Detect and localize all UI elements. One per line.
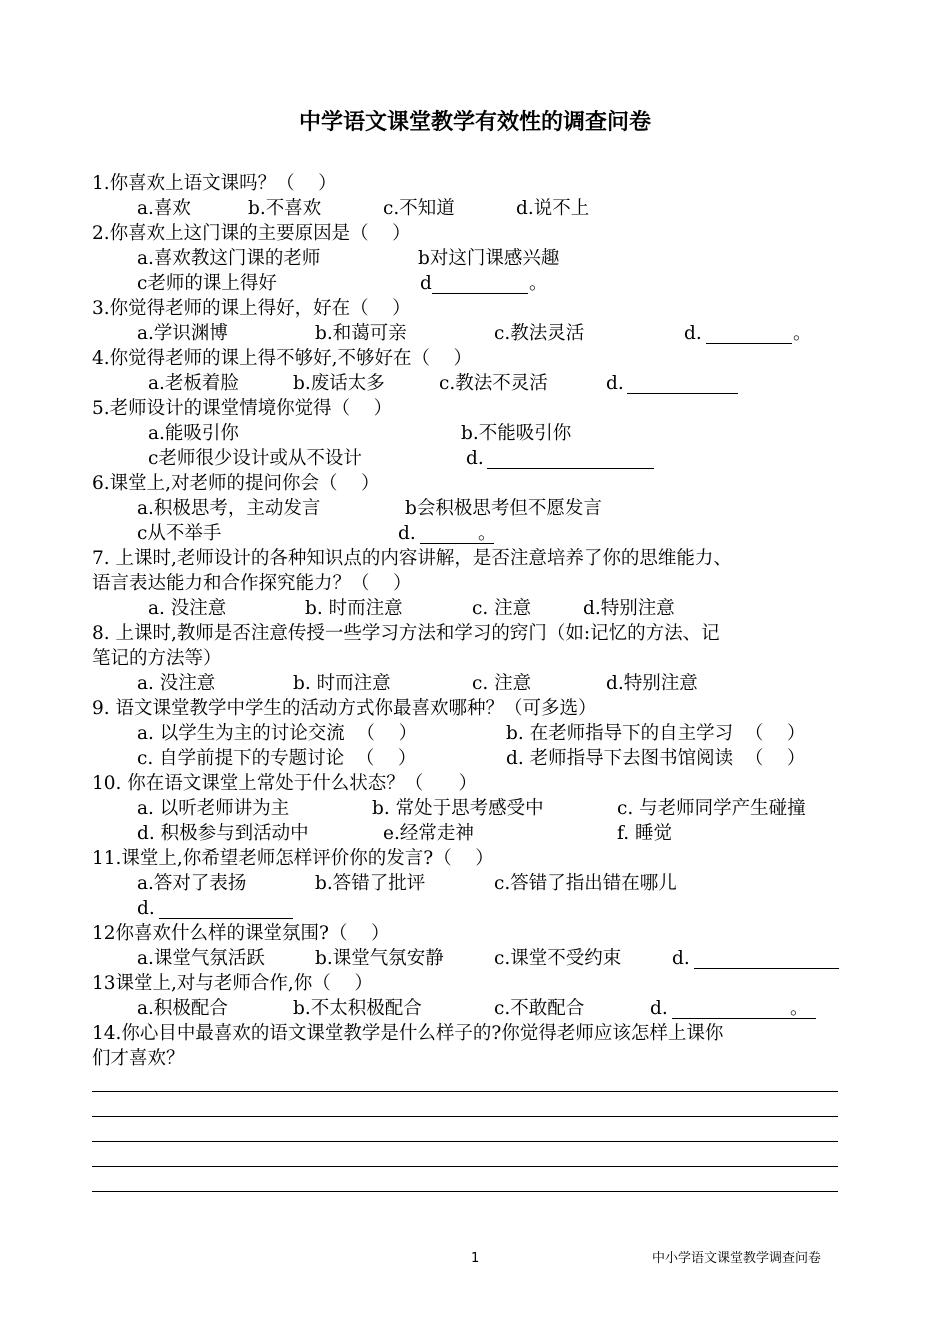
q4-option-d: d. xyxy=(606,373,624,394)
q5-option-d: d. xyxy=(466,448,484,469)
q6-blank-period: 。 xyxy=(478,523,497,544)
q12-option-c: c.课堂不受约束 xyxy=(494,948,622,969)
q5-option-b: b.不能吸引你 xyxy=(461,423,572,444)
q13-option-c: c.不敢配合 xyxy=(494,998,585,1019)
q3-option-b: b.和蔼可亲 xyxy=(315,323,407,344)
q8-option-d: d.特别注意 xyxy=(606,673,698,694)
q10-option-e: e.经常走神 xyxy=(383,823,474,844)
q9-option-c: c. 自学前提下的专题讨论 （ ） xyxy=(137,748,417,769)
q7-option-c: c. 注意 xyxy=(472,598,532,619)
q9-option-d: d. 老师指导下去图书馆阅读 （ ） xyxy=(506,748,806,769)
q5-option-a: a.能吸引你 xyxy=(148,423,239,444)
q5-answer-blank[interactable] xyxy=(487,468,654,469)
q9-option-b: b. 在老师指导下的自主学习 （ ） xyxy=(506,723,806,744)
answer-line-5[interactable] xyxy=(92,1191,838,1192)
question-10: 10. 你在语文课堂上常处于什么状态？（ ） xyxy=(92,773,478,794)
q6-option-b: b会积极思考但不愿发言 xyxy=(405,498,602,519)
document-title: 中学语文课堂教学有效性的调查问卷 xyxy=(298,110,651,135)
q2-option-b: b对这门课感兴趣 xyxy=(418,248,560,269)
q8-option-b: b. 时而注意 xyxy=(293,673,391,694)
q11-option-d: d. xyxy=(137,898,155,919)
answer-line-1[interactable] xyxy=(92,1091,838,1092)
q12-option-d: d. xyxy=(672,948,690,969)
question-11: 11.课堂上,你希望老师怎样评价你的发言?（ ） xyxy=(92,848,494,869)
q7-option-d: d.特别注意 xyxy=(583,598,675,619)
q12-option-a: a.课堂气氛活跃 xyxy=(137,948,265,969)
q1-option-d: d.说不上 xyxy=(516,198,590,219)
q6-option-a: a.积极思考，主动发言 xyxy=(137,498,321,519)
question-9: 9. 语文课堂教学中学生的活动方式你最喜欢哪种？（可多选） xyxy=(92,698,597,719)
question-4: 4.你觉得老师的课上得不够好,不够好在（ ） xyxy=(92,348,473,369)
question-8-line-1: 8. 上课时,教师是否注意传授一些学习方法和学习的窍门（如:记忆的方法、记 xyxy=(92,623,720,644)
q12-answer-blank[interactable] xyxy=(694,968,839,969)
q7-option-a: a. 没注意 xyxy=(148,598,227,619)
q11-answer-blank[interactable] xyxy=(159,918,293,919)
q3-option-c: c.教法灵活 xyxy=(494,323,585,344)
q13-option-d: d. xyxy=(650,998,668,1019)
question-14-line-1: 14.你心目中最喜欢的语文课堂教学是什么样子的?你觉得老师应该怎样上课你 xyxy=(92,1023,724,1044)
q1-option-c: c.不知道 xyxy=(383,198,455,219)
answer-line-2[interactable] xyxy=(92,1116,838,1117)
q11-option-c: c.答错了指出错在哪儿 xyxy=(494,873,677,894)
q8-option-c: c. 注意 xyxy=(472,673,532,694)
q10-option-a: a. 以听老师讲为主 xyxy=(137,798,290,819)
question-14-line-2: 们才喜欢？ xyxy=(92,1048,185,1069)
q9-option-a: a. 以学生为主的讨论交流 （ ） xyxy=(137,723,418,744)
q10-option-f: f. 睡觉 xyxy=(617,823,672,844)
q8-option-a: a. 没注意 xyxy=(137,673,216,694)
q3-blank-period: 。 xyxy=(793,323,812,344)
question-7-line-2: 语言表达能力和合作探究能力？（ ） xyxy=(92,573,412,594)
q12-option-b: b.课堂气氛安静 xyxy=(315,948,444,969)
question-1: 1.你喜欢上语文课吗？（ ） xyxy=(92,173,337,194)
q6-option-d: d. xyxy=(398,523,416,544)
q3-option-a: a.学识渊博 xyxy=(137,323,228,344)
q11-option-b: b.答错了批评 xyxy=(315,873,426,894)
question-2: 2.你喜欢上这门课的主要原因是（ ） xyxy=(92,223,411,244)
q4-option-c: c.教法不灵活 xyxy=(439,373,548,394)
question-7-line-1: 7. 上课时,老师设计的各种知识点的内容讲解，是否注意培养了你的思维能力、 xyxy=(92,548,732,569)
q13-option-b: b.不太积极配合 xyxy=(293,998,422,1019)
q2-answer-blank[interactable] xyxy=(432,293,528,294)
q2-blank-period: 。 xyxy=(529,273,548,294)
q11-option-a: a.答对了表扬 xyxy=(137,873,247,894)
question-12: 12你喜欢什么样的课堂氛围?（ ） xyxy=(92,923,390,944)
footer-doc-name: 中小学语文课堂教学调查问卷 xyxy=(652,1251,822,1266)
q7-option-b: b. 时而注意 xyxy=(305,598,403,619)
q2-option-d: d xyxy=(420,273,432,294)
q2-option-c: c老师的课上得好 xyxy=(137,273,277,294)
q4-answer-blank[interactable] xyxy=(627,393,738,394)
q13-blank-period: 。 xyxy=(790,998,809,1019)
q10-option-c: c. 与老师同学产生碰撞 xyxy=(617,798,806,819)
q1-option-a: a.喜欢 xyxy=(137,198,191,219)
question-6: 6.课堂上,对老师的提问你会（ ） xyxy=(92,473,380,494)
q2-option-a: a.喜欢教这门课的老师 xyxy=(137,248,321,269)
q5-option-c: c老师很少设计或从不设计 xyxy=(148,448,362,469)
question-13: 13课堂上,对与老师合作,你（ ） xyxy=(92,973,373,994)
answer-line-4[interactable] xyxy=(92,1166,838,1167)
q13-option-a: a.积极配合 xyxy=(137,998,228,1019)
q4-option-a: a.老板着脸 xyxy=(148,373,239,394)
q10-option-b: b. 常处于思考感受中 xyxy=(372,798,544,819)
q1-option-b: b.不喜欢 xyxy=(248,198,322,219)
q3-option-d: d. xyxy=(684,323,702,344)
q4-option-b: b.废话太多 xyxy=(293,373,385,394)
question-5: 5.老师设计的课堂情境你觉得（ ） xyxy=(92,398,393,419)
q6-option-c: c从不举手 xyxy=(137,523,222,544)
answer-line-3[interactable] xyxy=(92,1141,838,1142)
question-3: 3.你觉得老师的课上得好，好在（ ） xyxy=(92,298,411,319)
page-number: 1 xyxy=(471,1251,480,1266)
question-8-line-2: 笔记的方法等） xyxy=(92,648,222,669)
q10-option-d: d. 积极参与到活动中 xyxy=(137,823,309,844)
q3-answer-blank[interactable] xyxy=(706,343,792,344)
